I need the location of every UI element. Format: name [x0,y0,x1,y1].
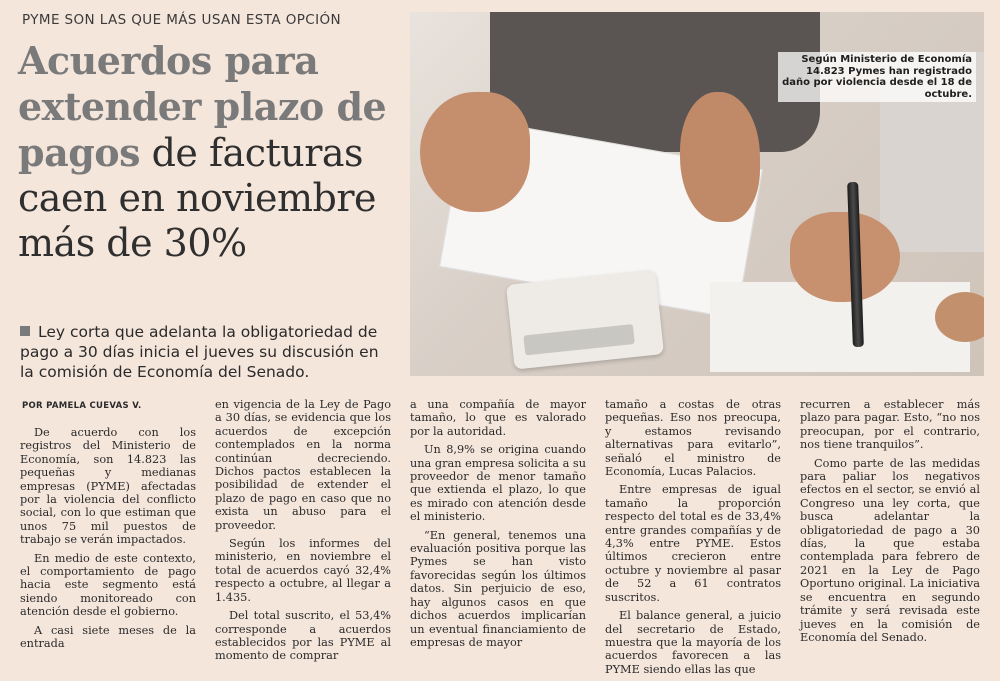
photo-hand-right [790,212,900,302]
deck [20,322,395,382]
deck-text: Ley corta que adelanta la obligatoriedad de pago a 30 días inicia el jueves su discusión en la comisión de Economía del Senado. [20,323,379,381]
column-2 [215,398,391,668]
paragraph: Un 8,9% se origina cuando una gran empresa solicita a su proveedor de menor tamaño que extienda el plazo, lo que es mirado con atención desde el ministerio. [410,443,586,524]
paragraph: El balance general, a juicio del secretario de Estado, muestra que la mayoría de los acuerdos favorecen a las PYME siendo ellas las que [605,609,781,676]
paragraph: Como parte de las medidas para paliar los negativos efectos en el sector, se envió al Congreso una ley corta, que busca adelantar la obligatoriedad de pago a 30 días, la que estaba contemplada para febrero de 2021 en la Ley de Pago Oportuno original. La iniciativa se encuentra en segundo trámite y será revisada este jueves en la comisión de Economía del Senado. [800,456,980,644]
byline: POR PAMELA CUEVAS V. [22,401,142,411]
column-5 [800,398,980,649]
photo-caption [778,52,976,102]
paragraph: Entre empresas de igual tamaño la proporción respecto del total es de 33,4% entre grandes compañías y de 4,3% entre PYME. Estos últimos crecieron entre octubre y noviembre al pasar de 52 a 61 contratos suscritos. [605,483,781,604]
paragraph: En medio de este contexto, el comportamiento de pago hacia este segmento está siendo monitoreado con atención desde el gobierno. [20,551,196,619]
square-bullet-icon [20,326,30,336]
paragraph: “En general, tenemos una evaluación positiva porque las Pymes se han visto favorecidas según los últimos datos. Sin perjuicio de eso, hay algunos casos en que dichos acuerdos implicarían un eventual financiamiento de empresas de mayor [410,528,586,649]
paragraph: recurren a establecer más plazo para pagar. Esto, “no nos preocupan, por el contrario, nos tiene tranquilos”. [800,398,980,452]
paragraph: a una compañía de mayor tamaño, lo que es valorado por la autoridad. [410,398,586,438]
photo-hand-left [420,92,530,212]
paragraph: A casi siete meses de la entrada [20,623,196,651]
headline [18,38,403,266]
paragraph: en vigencia de la Ley de Pago a 30 días, se evidencia que los acuerdos de excepción contemplados en la norma continúan decreciendo. Dichos pactos establecen la posibilidad de extender el plazo de pago en caso que no exista un abuso para el proveedor. [215,398,391,532]
kicker: PYME SON LAS QUE MÁS USAN ESTA OPCIÓN [22,12,341,28]
paragraph: tamaño a costas de otras pequeñas. Eso nos preocupa, y estamos revisando alternativas para evitarlo”, señaló el ministro de Economía, Lucas Palacios. [605,398,781,479]
headline-highlight: Acuerdos para extender plazo de pagos [18,38,387,175]
article-photo [410,12,984,376]
column-3 [410,398,586,654]
caption-line-2: 14.823 Pymes han registrado daño por violencia desde el 18 de octubre. [782,65,972,100]
headline-rest: de facturas caen en noviembre más de 30% [18,131,376,265]
caption-line-1: Según Ministerio de Economía [801,54,972,65]
calculator-icon [506,269,664,369]
column-4 [605,398,781,681]
paragraph: De acuerdo con los registros del Ministerio de Economía, son 14.823 las pequeñas y medianas empresas (PYME) afectadas por la violencia del conflicto social, con lo que estiman que unos 75 mil puestos de trabajo se verán impactados. [20,426,196,547]
calculator-screen [523,324,634,355]
column-1 [20,426,196,656]
photo-hand-mid [680,92,760,222]
paragraph: Del total suscrito, el 53,4% corresponde a acuerdos establecidos por las PYME al momento de comprar [215,609,391,663]
paragraph: Según los informes del ministerio, en noviembre el total de acuerdos cayó 32,4% respecto a octubre, al llegar a 1.435. [215,537,391,604]
